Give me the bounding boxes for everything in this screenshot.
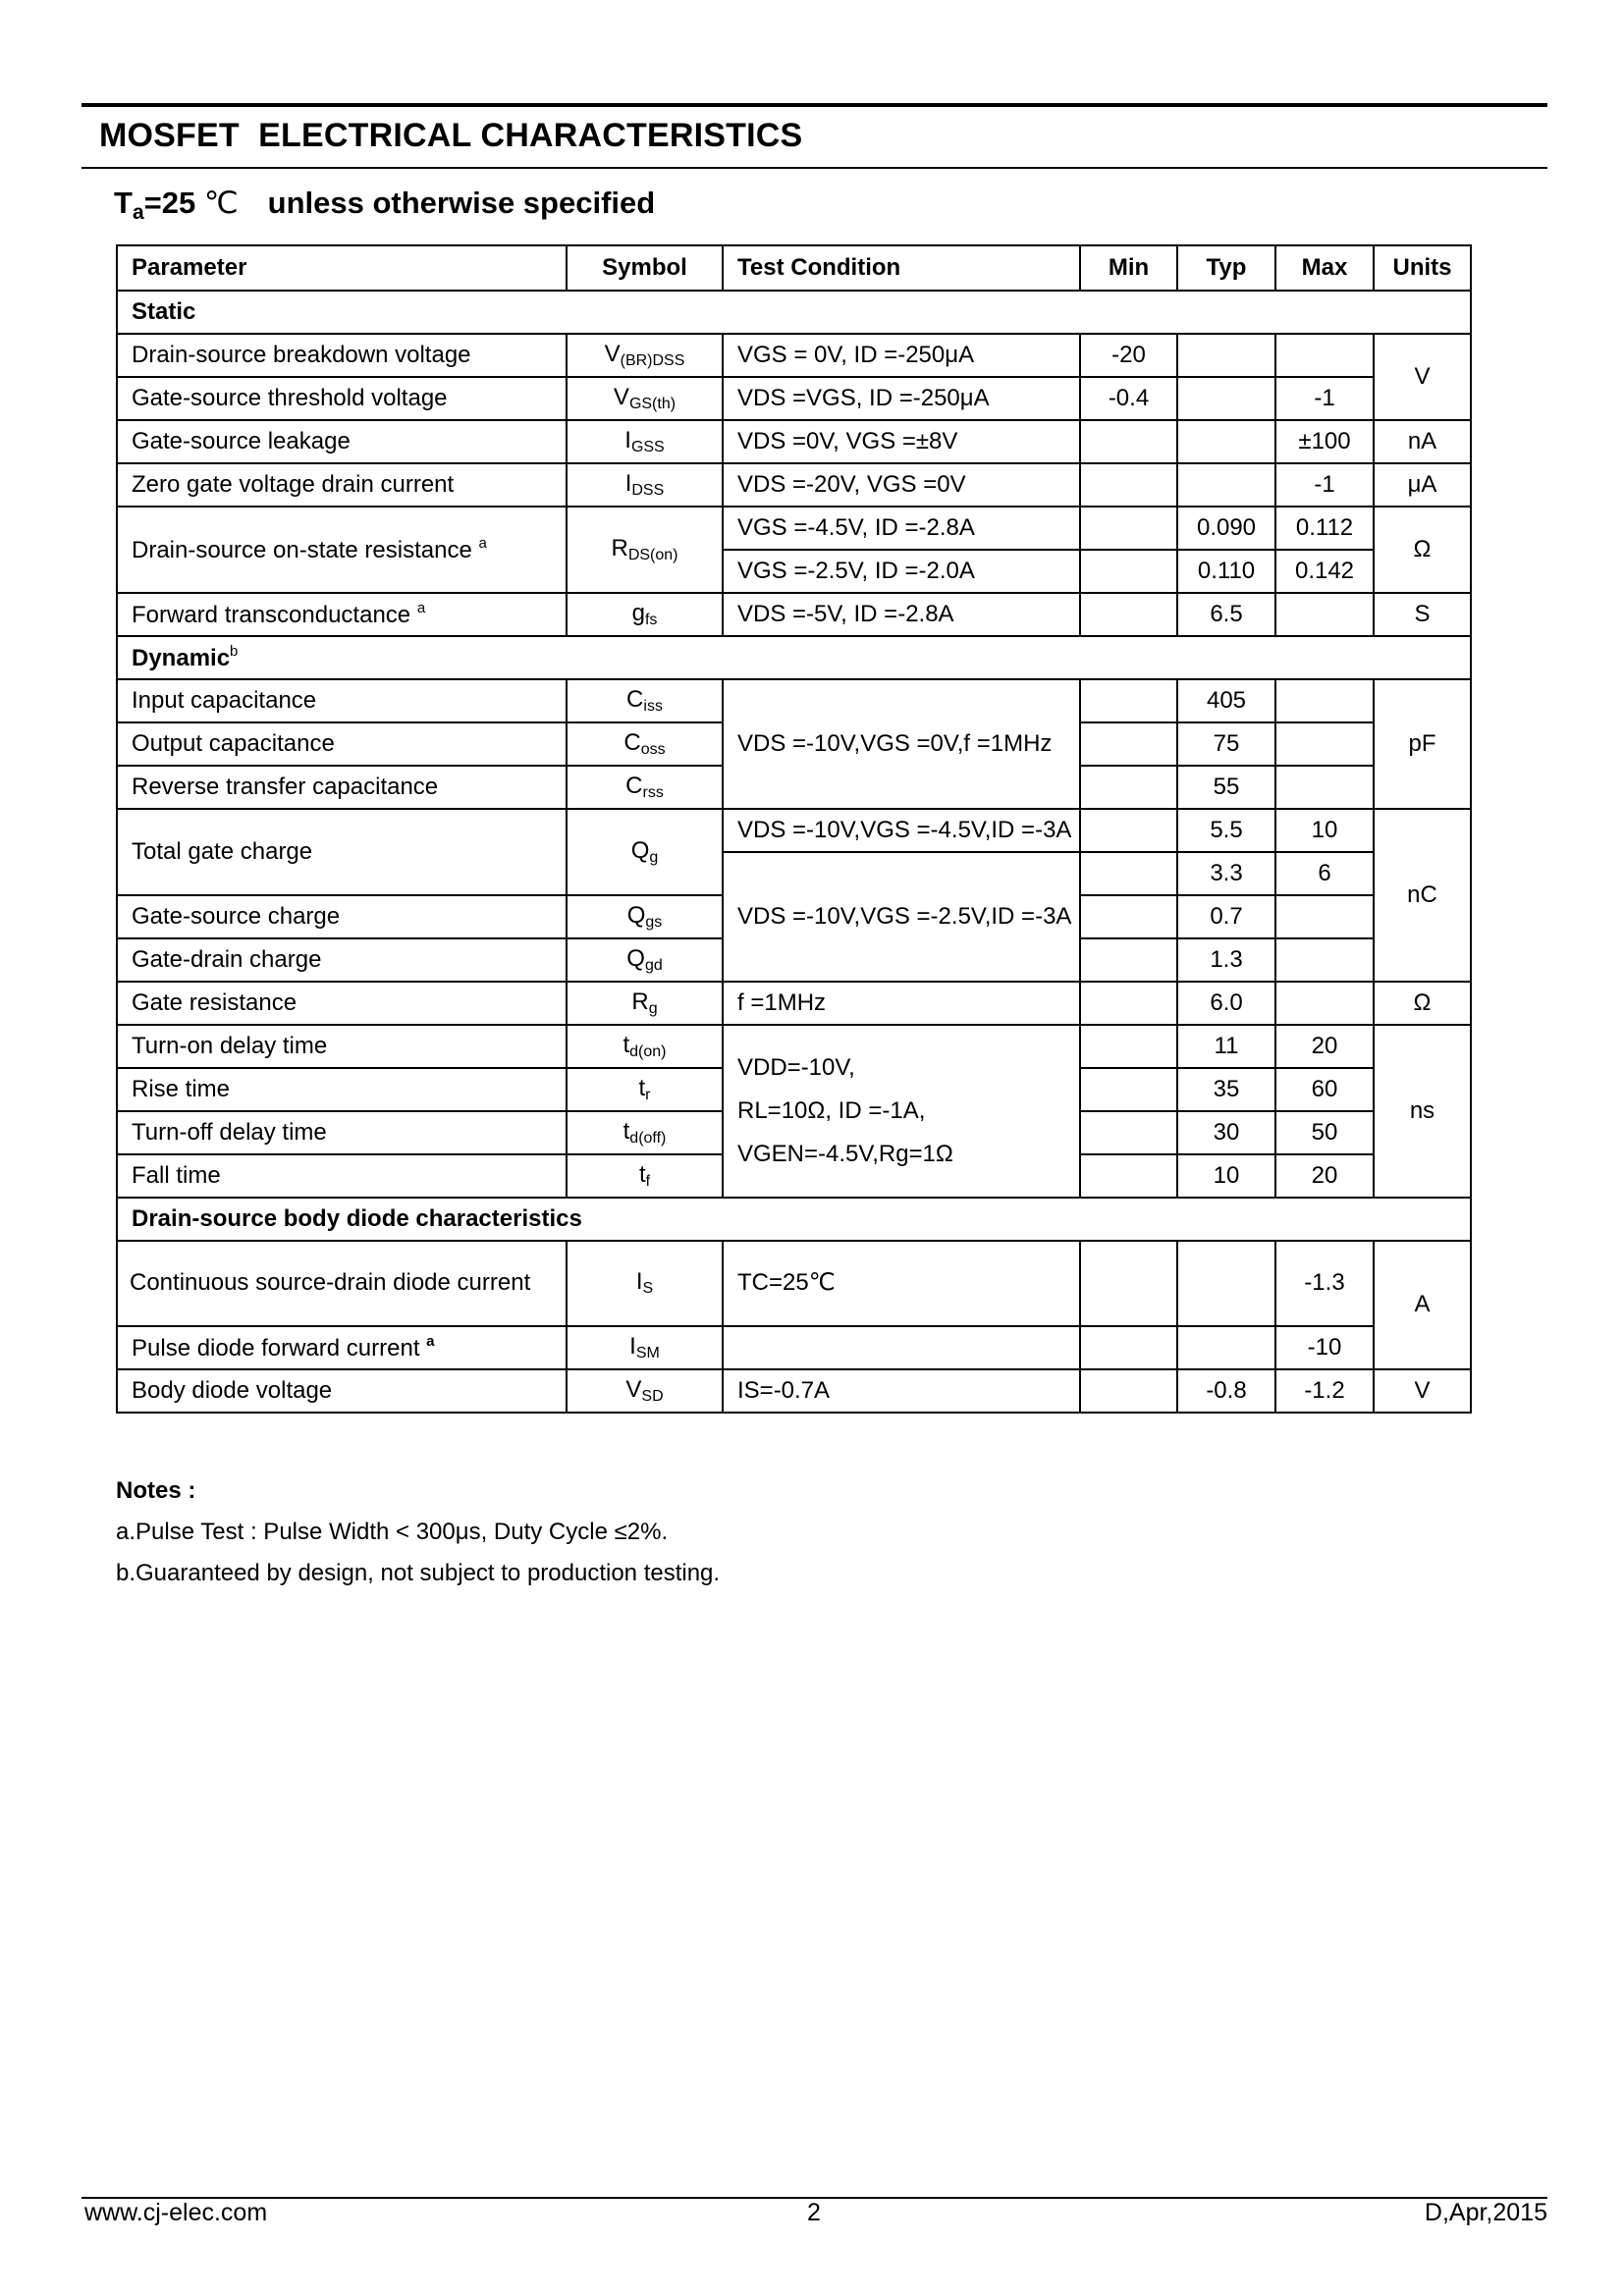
min-cell (1080, 722, 1177, 766)
param-cell: Rise time (117, 1068, 567, 1111)
top-rule (81, 103, 1547, 107)
header-condition: Test Condition (723, 245, 1080, 291)
symbol-cell: Rg (567, 982, 723, 1025)
param-cell: Forward transconductance $^a$ (117, 593, 567, 636)
header-min: Min (1080, 245, 1177, 291)
max-cell: -1 (1275, 463, 1374, 507)
typ-cell: 5.5 (1177, 809, 1275, 852)
table-row (117, 1369, 1471, 1413)
table-row (117, 1326, 1471, 1369)
symbol-cell: Qgs (567, 895, 723, 938)
min-cell: -20 (1080, 334, 1177, 377)
min-cell (1080, 895, 1177, 938)
min-cell (1080, 1025, 1177, 1068)
symbol-cell: RDS(on) (567, 507, 723, 593)
max-cell (1275, 334, 1374, 377)
max-cell: -1.3 (1275, 1241, 1374, 1326)
table-row (117, 507, 1471, 550)
param-cell: Continuous source-drain diode current (117, 1241, 567, 1326)
param-cell: Gate resistance (117, 982, 567, 1025)
symbol-cell: tf (567, 1154, 723, 1198)
min-cell (1080, 809, 1177, 852)
typ-cell: 10 (1177, 1154, 1275, 1198)
header-max: Max (1275, 245, 1374, 291)
section-static (117, 291, 1471, 334)
min-cell (1080, 1154, 1177, 1198)
param-cell: Drain-source breakdown voltage (117, 334, 567, 377)
max-cell: 0.112 (1275, 507, 1374, 550)
table-row (117, 420, 1471, 463)
param-cell: Drain-source on-state resistance $^a$ (117, 507, 567, 593)
param-cell: Gate-source leakage (117, 420, 567, 463)
min-cell (1080, 420, 1177, 463)
param-cell: Turn-off delay time (117, 1111, 567, 1154)
condition-cell: VGS = 0V, ID =-250μA (723, 334, 1080, 377)
unit-cell: pF (1374, 679, 1471, 809)
unit-cell: A (1374, 1241, 1471, 1369)
footer-revision: D,Apr,2015 (1424, 2199, 1547, 2226)
section-title: Dynamic$^b$ (117, 636, 1471, 679)
symbol-cell: td(on) (567, 1025, 723, 1068)
min-cell (1080, 507, 1177, 550)
param-cell: Input capacitance (117, 679, 567, 722)
max-cell: 60 (1275, 1068, 1374, 1111)
table-row (117, 1241, 1471, 1326)
condition-cell: IS=-0.7A (723, 1369, 1080, 1413)
typ-cell: 0.110 (1177, 550, 1275, 593)
max-cell: 20 (1275, 1025, 1374, 1068)
min-cell (1080, 1369, 1177, 1413)
typ-cell: -0.8 (1177, 1369, 1275, 1413)
condition-cell: VDD=-10V, RL=10Ω, ID =-1A, VGEN=-4.5V,Rg=1Ω (723, 1025, 1080, 1198)
temp-subscript: a (132, 201, 144, 224)
table-row (117, 679, 1471, 722)
degree-symbol: ℃ (203, 186, 239, 220)
param-cell: Output capacitance (117, 722, 567, 766)
table-row (117, 334, 1471, 377)
param-cell: Pulse diode forward current $^a$ (117, 1326, 567, 1369)
test-conditions (114, 186, 655, 225)
header-symbol: Symbol (567, 245, 723, 291)
section-title: Drain-source body diode characteristics (117, 1198, 1471, 1241)
max-cell: 10 (1275, 809, 1374, 852)
min-cell (1080, 550, 1177, 593)
unit-cell: ns (1374, 1025, 1471, 1198)
condition-cell: TC=25℃ (723, 1241, 1080, 1326)
max-cell (1275, 938, 1374, 982)
typ-cell: 11 (1177, 1025, 1275, 1068)
symbol-cell: VGS(th) (567, 377, 723, 420)
param-cell: Reverse transfer capacitance (117, 766, 567, 809)
param-cell: Gate-source charge (117, 895, 567, 938)
symbol-cell: IGSS (567, 420, 723, 463)
min-cell (1080, 1111, 1177, 1154)
header-typ: Typ (1177, 245, 1275, 291)
condition-cell (723, 1326, 1080, 1369)
unit-cell: nA (1374, 420, 1471, 463)
unit-cell: S (1374, 593, 1471, 636)
max-cell (1275, 766, 1374, 809)
max-cell (1275, 679, 1374, 722)
table-row (117, 593, 1471, 636)
unit-cell: V (1374, 1369, 1471, 1413)
min-cell (1080, 852, 1177, 895)
title-rule (81, 167, 1547, 169)
typ-cell (1177, 420, 1275, 463)
typ-cell: 3.3 (1177, 852, 1275, 895)
max-cell: -1 (1275, 377, 1374, 420)
symbol-cell: ISM (567, 1326, 723, 1369)
condition-cell: VDS =0V, VGS =±8V (723, 420, 1080, 463)
symbol-cell: IS (567, 1241, 723, 1326)
condition-cell: VGS =-4.5V, ID =-2.8A (723, 507, 1080, 550)
typ-cell (1177, 334, 1275, 377)
table-row (117, 377, 1471, 420)
typ-cell: 30 (1177, 1111, 1275, 1154)
min-cell (1080, 938, 1177, 982)
condition-cell: VDS =-10V,VGS =0V,f =1MHz (723, 679, 1080, 809)
typ-cell: 6.0 (1177, 982, 1275, 1025)
symbol-cell: VSD (567, 1369, 723, 1413)
typ-cell (1177, 463, 1275, 507)
typ-cell: 55 (1177, 766, 1275, 809)
unit-cell: Ω (1374, 507, 1471, 593)
min-cell (1080, 1068, 1177, 1111)
symbol-cell: Ciss (567, 679, 723, 722)
section-title: Static (117, 291, 1471, 334)
symbol-cell: Qg (567, 809, 723, 895)
typ-cell: 35 (1177, 1068, 1275, 1111)
symbol-cell: Coss (567, 722, 723, 766)
notes-title: Notes : (116, 1477, 196, 1504)
param-cell: Gate-drain charge (117, 938, 567, 982)
condition-cell: f =1MHz (723, 982, 1080, 1025)
typ-cell: 405 (1177, 679, 1275, 722)
typ-cell: 75 (1177, 722, 1275, 766)
condition-cell: VDS =-10V,VGS =-4.5V,ID =-3A (723, 809, 1080, 852)
param-cell: Zero gate voltage drain current (117, 463, 567, 507)
min-cell (1080, 1241, 1177, 1326)
min-cell (1080, 679, 1177, 722)
max-cell (1275, 982, 1374, 1025)
typ-cell: 1.3 (1177, 938, 1275, 982)
symbol-cell: gfs (567, 593, 723, 636)
characteristics-table (116, 244, 1472, 1414)
typ-cell (1177, 377, 1275, 420)
note-b: b.Guaranteed by design, not subject to production testing. (116, 1560, 721, 1586)
condition-cell: VDS =-5V, ID =-2.8A (723, 593, 1080, 636)
symbol-cell: tr (567, 1068, 723, 1111)
max-cell (1275, 722, 1374, 766)
typ-cell: 0.090 (1177, 507, 1275, 550)
max-cell: -10 (1275, 1326, 1374, 1369)
table-row (117, 982, 1471, 1025)
param-cell: Gate-source threshold voltage (117, 377, 567, 420)
typ-cell (1177, 1241, 1275, 1326)
unit-cell: V (1374, 334, 1471, 420)
section-diode (117, 1198, 1471, 1241)
min-cell (1080, 463, 1177, 507)
typ-cell: 6.5 (1177, 593, 1275, 636)
unit-cell: Ω (1374, 982, 1471, 1025)
header-parameter: Parameter (117, 245, 567, 291)
max-cell: ±100 (1275, 420, 1374, 463)
unit-cell: μA (1374, 463, 1471, 507)
page-number: 2 (807, 2199, 821, 2226)
header-units: Units (1374, 245, 1471, 291)
max-cell (1275, 593, 1374, 636)
symbol-cell: Qgd (567, 938, 723, 982)
typ-cell (1177, 1326, 1275, 1369)
table-header (117, 245, 1471, 291)
max-cell: 50 (1275, 1111, 1374, 1154)
condition-cell: VDS =-20V, VGS =0V (723, 463, 1080, 507)
unit-cell: nC (1374, 809, 1471, 982)
section-dynamic (117, 636, 1471, 679)
min-cell (1080, 766, 1177, 809)
condition-cell: VGS =-2.5V, ID =-2.0A (723, 550, 1080, 593)
temp-value: =25 (143, 186, 196, 220)
max-cell (1275, 895, 1374, 938)
notes (116, 1477, 720, 1601)
param-cell: Body diode voltage (117, 1369, 567, 1413)
table-row (117, 463, 1471, 507)
max-cell: 20 (1275, 1154, 1374, 1198)
note-a: a.Pulse Test : Pulse Width < 300μs, Duty Cycle ≤2%. (116, 1519, 669, 1545)
temp-symbol: T (114, 186, 133, 220)
symbol-cell: td(off) (567, 1111, 723, 1154)
typ-cell: 0.7 (1177, 895, 1275, 938)
param-cell: Turn-on delay time (117, 1025, 567, 1068)
min-cell (1080, 1326, 1177, 1369)
max-cell: -1.2 (1275, 1369, 1374, 1413)
conditions-text: unless otherwise specified (267, 186, 656, 220)
table-row (117, 809, 1471, 852)
condition-cell: VDS =VGS, ID =-250μA (723, 377, 1080, 420)
max-cell: 0.142 (1275, 550, 1374, 593)
param-cell: Total gate charge (117, 809, 567, 895)
symbol-cell: Crss (567, 766, 723, 809)
page-title: MOSFET ELECTRICAL CHARACTERISTICS (99, 117, 803, 154)
symbol-cell: V(BR)DSS (567, 334, 723, 377)
min-cell (1080, 982, 1177, 1025)
param-cell: Fall time (117, 1154, 567, 1198)
min-cell (1080, 593, 1177, 636)
min-cell: -0.4 (1080, 377, 1177, 420)
condition-cell: VDS =-10V,VGS =-2.5V,ID =-3A (723, 852, 1080, 982)
max-cell: 6 (1275, 852, 1374, 895)
symbol-cell: IDSS (567, 463, 723, 507)
footer-url: www.cj-elec.com (84, 2199, 268, 2226)
table-row (117, 1025, 1471, 1068)
